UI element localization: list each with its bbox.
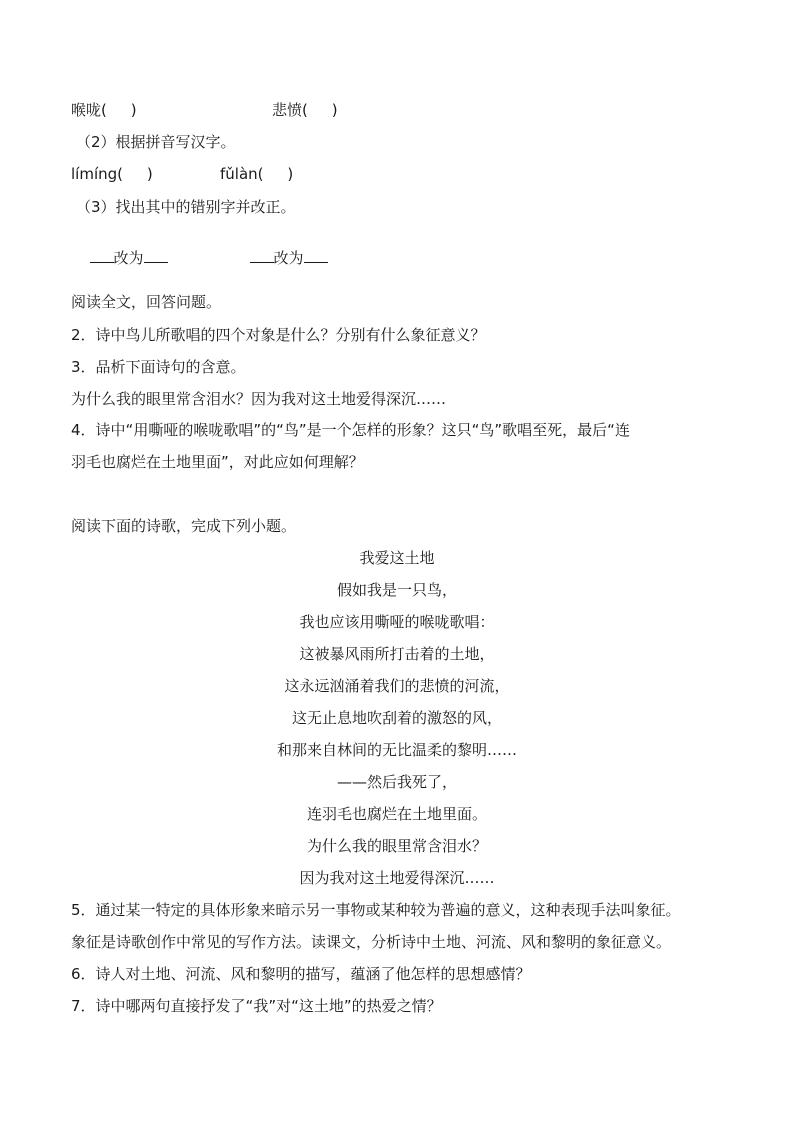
correction-blank[interactable] — [144, 248, 168, 263]
question-5-line-1: 5．通过某一特定的具体形象来暗示另一事物或某种较为普遍的意义，这种表现手法叫象征。 — [71, 901, 681, 919]
question-7: 7．诗中哪两句直接抒发了“我”对“这土地”的热爱之情？ — [71, 997, 442, 1015]
section-intro: 阅读下面的诗歌，完成下列小题。 — [71, 517, 297, 535]
poem-line: ——然后我死了， — [336, 773, 457, 791]
section-intro: 阅读全文，回答问题。 — [71, 293, 222, 311]
poem-title: 我爱这土地 — [359, 549, 435, 567]
question-6: 6．诗人对土地、河流、风和黎明的描写，蕴涵了他怎样的思想感情？ — [71, 965, 531, 983]
poem-line: 为什么我的眼里常含泪水？ — [306, 837, 487, 855]
pinyin-item-beifen: 悲愤( ) — [272, 101, 338, 119]
change-label: 改为 — [273, 249, 304, 267]
correction-blank[interactable] — [250, 248, 274, 263]
poem-line: 这无止息地吹刮着的激怒的风， — [291, 709, 502, 727]
poem-line: 和那来自林间的无比温柔的黎明…… — [276, 741, 517, 759]
correction-blank[interactable] — [304, 248, 328, 263]
question-3-quote: 为什么我的眼里常含泪水？因为我对这土地爱得深沉…… — [71, 390, 447, 408]
poem-line: 因为我对这土地爱得深沉…… — [299, 869, 495, 887]
pinyin-item-houlong: 喉咙( ) — [71, 101, 137, 119]
pinyin-item-liming: límíng( ) — [71, 165, 153, 183]
correction-pair-2 — [240, 228, 328, 268]
pinyin-item-fulan: fǔlàn( ) — [220, 165, 294, 183]
change-label: 改为 — [113, 249, 144, 267]
subquestion-3: （3）找出其中的错别字并改正。 — [76, 198, 296, 216]
poem-line: 这被暴风雨所打击着的土地， — [299, 645, 495, 663]
poem-line: 假如我是一只鸟， — [336, 581, 457, 599]
subquestion-2: （2）根据拼音写汉字。 — [76, 133, 236, 151]
correction-blank[interactable] — [90, 248, 114, 263]
poem-line: 这永远汹涌着我们的悲愤的河流， — [284, 677, 510, 695]
question-4-line-1: 4．诗中“用嘶哑的喉咙歌唱”的“鸟”是一个怎样的形象？这只“鸟”歌唱至死，最后“连 — [71, 421, 630, 439]
question-3: 3．品析下面诗句的含意。 — [71, 358, 246, 376]
poem-line: 我也应该用嘶哑的喉咙歌唱： — [299, 613, 495, 631]
question-2: 2．诗中鸟儿所歌唱的四个对象是什么？分别有什么象征意义？ — [71, 326, 486, 344]
question-4-line-2: 羽毛也腐烂在土地里面”，对此应如何理解？ — [71, 453, 364, 471]
correction-pair-1 — [80, 228, 168, 268]
question-5-line-2: 象征是诗歌创作中常见的写作方法。读课文，分析诗中土地、河流、风和黎明的象征意义。 — [71, 933, 672, 951]
poem-line: 连羽毛也腐烂在土地里面。 — [306, 805, 487, 823]
